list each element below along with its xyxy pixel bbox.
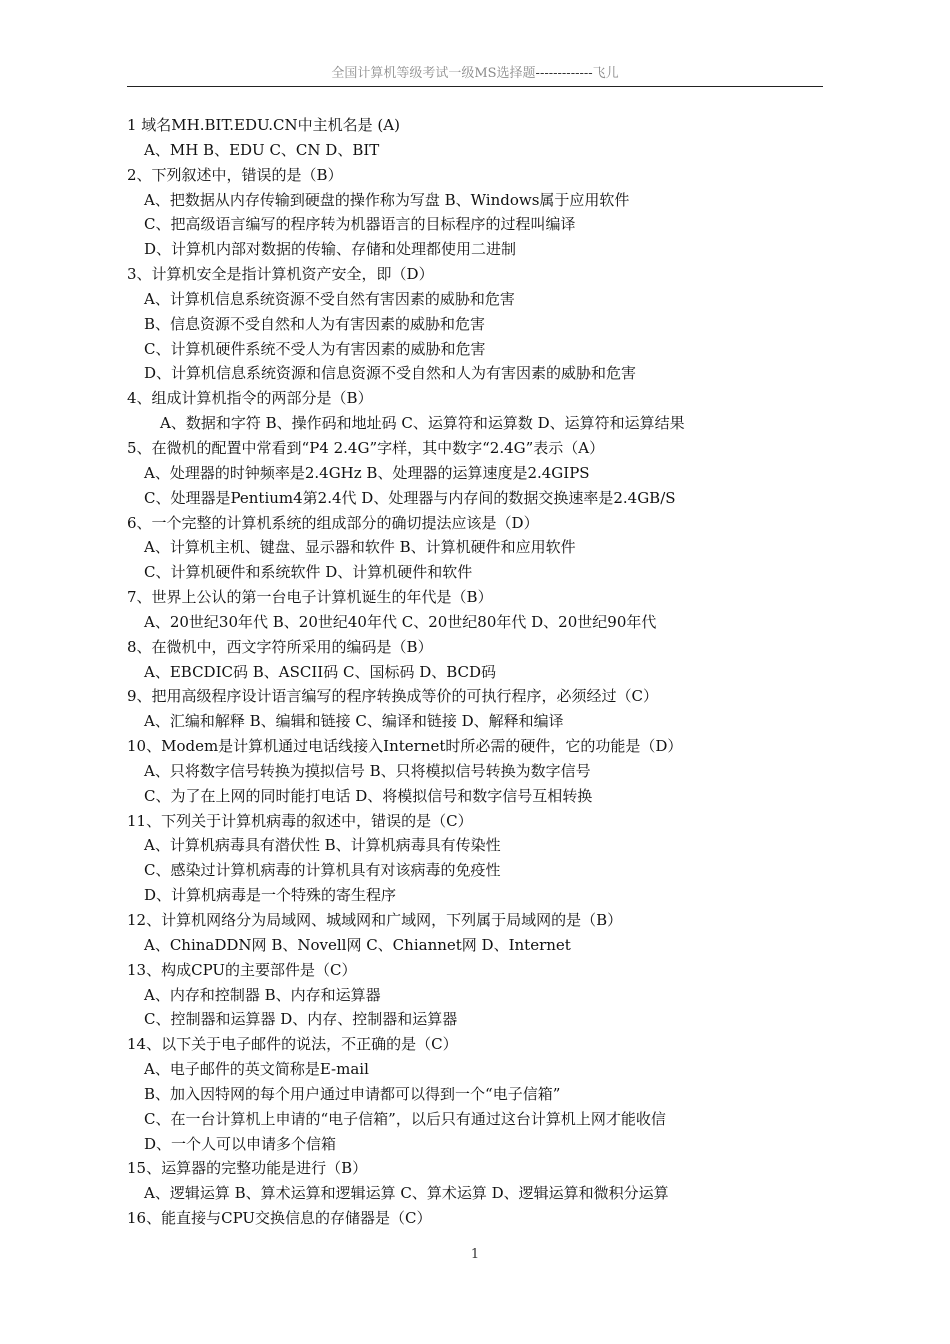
answer-options: A、MH B、EDU C、CN D、BIT [144,140,380,159]
question-text: 4、组成计算机指令的两部分是（B） [127,389,373,408]
answer-options: B、加入因特网的每个用户通过申请都可以得到一个“电子信箱” [144,1084,561,1103]
header-author: 飞儿 [592,66,619,81]
answer-options: A、电子邮件的英文简称是E-mail [144,1060,369,1079]
question-text: 10、Modem是计算机通过电话线接入Internet时所必需的硬件，它的功能是（D） [127,737,683,756]
answer-options: D、一个人可以申请多个信箱 [144,1134,337,1153]
answer-options: D、计算机信息系统资源和信息资源不受自然和人为有害因素的威胁和危害 [144,364,637,383]
page-header [127,64,823,87]
question-text: 12、计算机网络分为局域网、城域网和广域网，下列属于局域网的是（B） [127,911,623,929]
answer-options: A、计算机主机、键盘、显示器和软件 B、计算机硬件和应用软件 [144,538,576,557]
header-title: 全国计算机等级考试一级MS选择题 [331,66,536,81]
question-text: 15、运算器的完整功能是进行（B） [127,1159,368,1178]
answer-options: C、控制器和运算器 D、内存、控制器和运算器 [144,1010,458,1029]
answer-options: C、把高级语言编写的程序转为机器语言的目标程序的过程叫编译 [144,215,576,234]
answer-options: D、计算机病毒是一个特殊的寄生程序 [144,886,397,905]
answer-options: A、逻辑运算 B、算术运算和逻辑运算 C、算术运算 D、逻辑运算和微积分运算 [144,1184,669,1203]
question-text: 6、一个完整的计算机系统的组成部分的确切提法应该是（D） [127,513,539,532]
answer-options: A、汇编和解释 B、编辑和链接 C、编译和链接 D、解释和编译 [144,712,564,731]
answer-options: D、计算机内部对数据的传输、存储和处理都使用二进制 [144,240,517,259]
question-text: 7、世界上公认的第一台电子计算机诞生的年代是（B） [127,588,493,607]
question-text: 3、计算机安全是指计算机资产安全，即（D） [127,265,434,284]
answer-options: C、为了在上网的同时能打电话 D、将模拟信号和数字信号互相转换 [144,786,593,805]
answer-options: B、信息资源不受自然和人为有害因素的威胁和危害 [144,314,486,333]
question-text: 13、构成CPU的主要部件是（C） [127,960,357,979]
question-text: 16、能直接与CPU交换信息的存储器是（C） [127,1209,432,1228]
answer-options: A、数据和字符 B、操作码和地址码 C、运算符和运算数 D、运算符和运算结果 [160,414,685,433]
question-text: 1 域名MH.BIT.EDU.CN中主机名是 (A) [127,116,400,134]
question-text: 5、在微机的配置中常看到“P4 2.4G”字样，其中数字“2.4G”表示（A） [127,438,605,457]
answer-options: C、处理器是Pentium4第2.4代 D、处理器与内存间的数据交换速率是2.4GB/S [144,488,676,507]
answer-options: C、计算机硬件和系统软件 D、计算机硬件和软件 [144,563,473,582]
answer-options: C、在一台计算机上申请的“电子信箱”，以后只有通过这台计算机上网才能收信 [144,1109,666,1128]
answer-options: A、EBCDIC码 B、ASCII码 C、国标码 D、BCD码 [144,662,497,681]
answer-options: A、把数据从内存传输到硬盘的操作称为写盘 B、Windows属于应用软件 [144,190,630,209]
answer-options: A、计算机信息系统资源不受自然有害因素的威胁和危害 [144,289,515,308]
answer-options: A、处理器的时钟频率是2.4GHz B、处理器的运算速度是2.4GIPS [144,463,590,482]
question-text: 9、把用高级程序设计语言编写的程序转换成等价的可执行程序，必须经过（C） [127,687,659,706]
answer-options: A、只将数字信号转换为摸拟信号 B、只将模拟信号转换为数字信号 [144,761,591,780]
question-text: 8、在微机中，西文字符所采用的编码是（B） [127,637,433,656]
answer-options: A、ChinaDDN网 B、Novell网 C、Chiannet网 D、Internet [144,935,571,954]
answer-options: A、20世纪30年代 B、20世纪40年代 C、20世纪80年代 D、20世纪90年代 [144,612,657,631]
question-list [127,113,827,1231]
question-text: 14、以下关于电子邮件的说法，不正确的是（C） [127,1035,458,1054]
answer-options: A、计算机病毒具有潜伏性 B、计算机病毒具有传染性 [144,836,501,855]
question-text: 2、下列叙述中，错误的是（B） [127,165,343,184]
question-text: 11、下列关于计算机病毒的叙述中，错误的是（C） [127,811,473,830]
answer-options: C、感染过计算机病毒的计算机具有对该病毒的免疫性 [144,861,501,880]
answer-options: A、内存和控制器 B、内存和运算器 [144,985,381,1004]
page-number: 1 [470,1247,480,1262]
header-dashes: ------------- [535,66,593,81]
answer-options: C、计算机硬件系统不受人为有害因素的威胁和危害 [144,339,486,358]
